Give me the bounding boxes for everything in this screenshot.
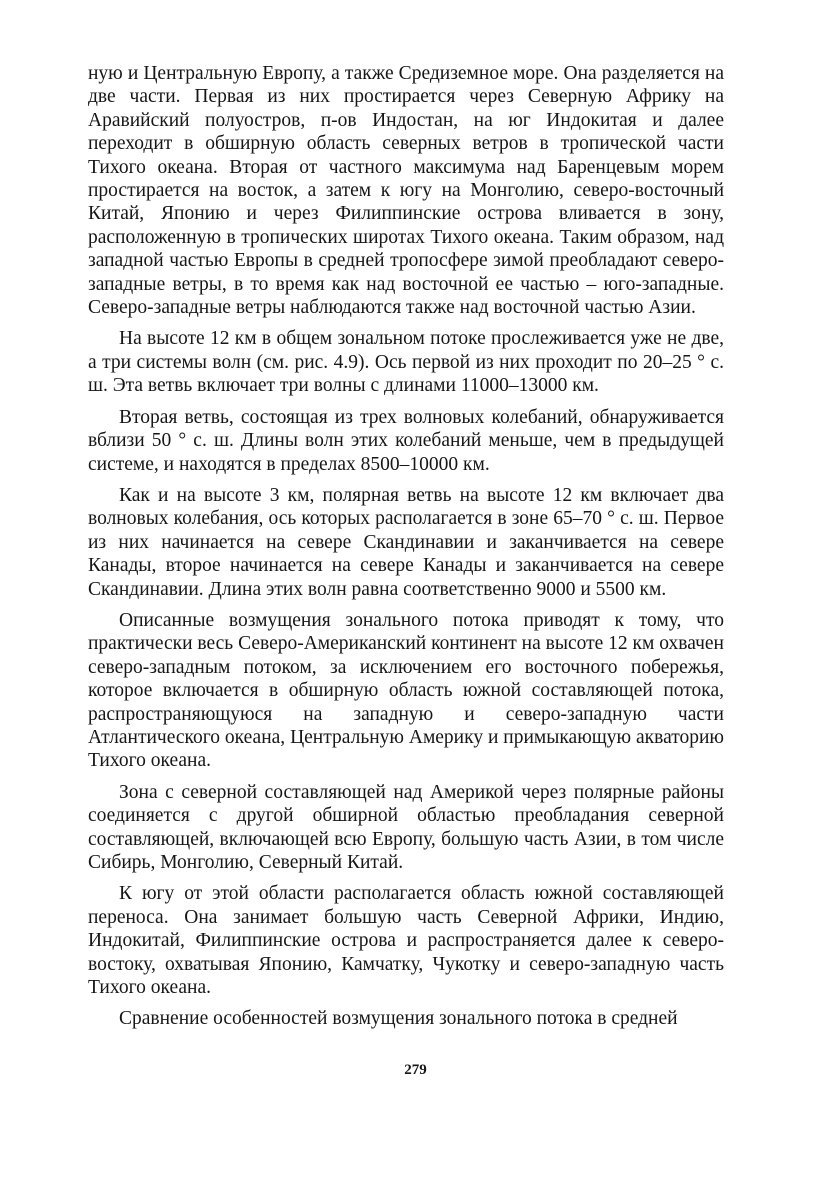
paragraph-5: Описанные возмущения зонального потока приводят к тому, что практически весь Северо-Американский континент на высоте 12 км охвачен северо-западным потоком, за исключением его восточного побережья, которое включается в обширную область южной составляющей потока, распространяющуюся на западную и северо-западную части Атлантического океана, Центральную Америку и примыкающую акваторию Тихого океана. [88, 609, 724, 772]
paragraph-4: Как и на высоте 3 км, полярная ветвь на высоте 12 км включает два волновых колебания, ось которых располагается в зоне 65–70 ° с. ш. Первое из них начинается на севере Скандинавии и заканчивается на севере Канады, второе начинается на севере Канады и заканчивается на севере Скандинавии. Длина этих волн равна соответственно 9000 и 5500 км. [88, 484, 724, 600]
text-block [88, 62, 724, 1039]
paragraph-1: ную и Центральную Европу, а также Средиземное море. Она разделяется на две части. Первая из них простирается через Северную Африку на Аравийский полуостров, п-ов Индостан, на юг Индокитая и далее переходит в обширную область северных ветров в тропической части Тихого океана. Вторая от частного максимума над Баренцевым морем простирается на восток, а затем к югу на Монголию, северо-восточный Китай, Японию и через Филиппинские острова вливается в зону, расположенную в тропических широтах Тихого океана. Таким образом, над западной частью Европы в средней тропосфере зимой преобладают северо-западные ветры, в то время как над восточной ее частью – юго-западные. Северо-западные ветры наблюдаются также над восточной частью Азии. [88, 63, 724, 319]
page-number: 279 [404, 1062, 427, 1078]
paragraph-6: Зона с северной составляющей над Америкой через полярные районы соединяется с другой обширной областью преобладания северной составляющей, включающей всю Европу, большую часть Азии, в том числе Сибирь, Монголию, Северный Китай. [88, 781, 724, 873]
paragraph-7: К югу от этой области располагается область южной составляющей переноса. Она занимает большую часть Северной Африки, Индию, Индокитай, Филиппинские острова и распространяется далее к северо-востоку, охватывая Японию, Камчатку, Чукотку и северо-западную часть Тихого океана. [88, 883, 724, 999]
paragraph-2: На высоте 12 км в общем зональном потоке прослеживается уже не две, а три системы волн (см. рис. 4.9). Ось первой из них проходит по 20–25 ° с. ш. Эта ветвь включает три волны с длинами 11000–13000 км. [88, 328, 724, 397]
paragraph-3: Вторая ветвь, состоящая из трех волновых колебаний, обнаруживается вблизи 50 ° с. ш. Длины волн этих колебаний меньше, чем в предыдущей системе, и находятся в пределах 8500–10000 км. [88, 406, 724, 475]
paragraph-8: Сравнение особенностей возмущения зонального потока в средней [119, 1008, 678, 1030]
